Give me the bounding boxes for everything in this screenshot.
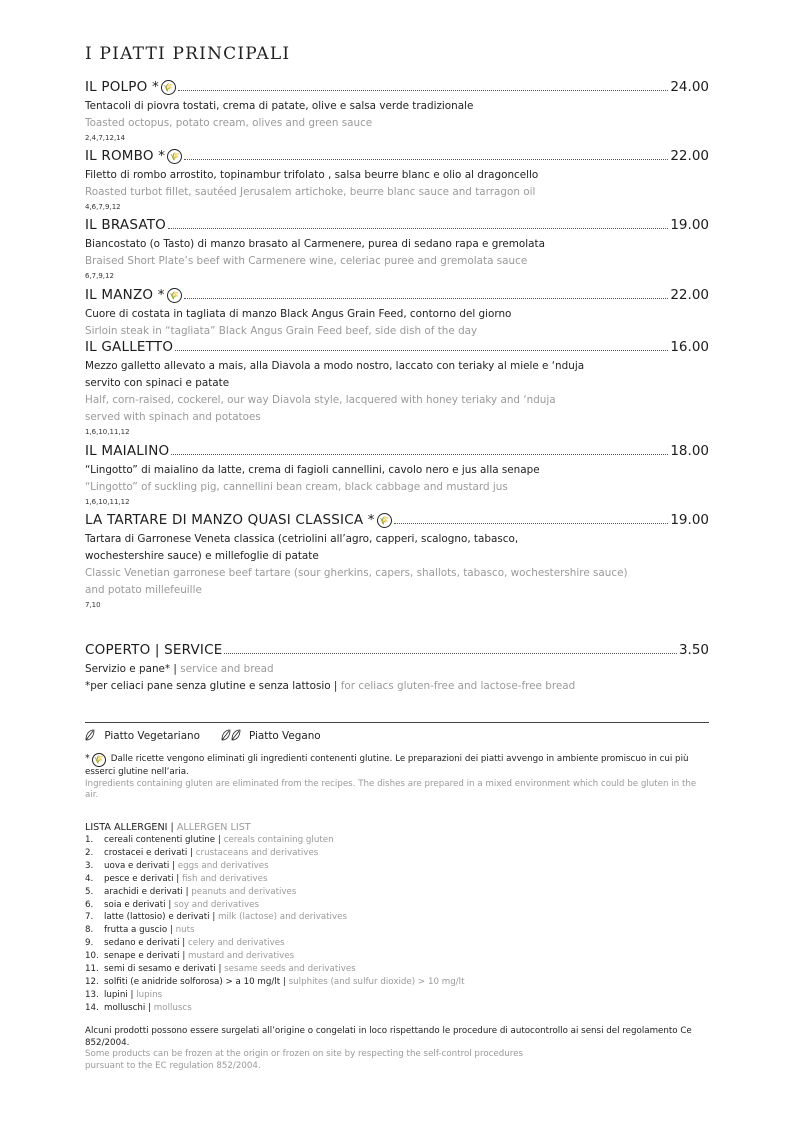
item-en: lupins [133,989,163,1000]
dish-price: 19.00 [670,217,709,233]
item-it: solfiti (e anidride solforosa) > a 10 mg/lt | [104,976,286,987]
dish-description-en-2: and potato millefeuille [85,584,202,596]
item-en: milk (lactose) and derivatives [215,912,347,923]
list-item [85,899,709,912]
dish-allergens: 1,6,10,11,12 [85,498,130,506]
gluten-free-icon: 🌾 [167,149,182,164]
legend-vegetarian: Piatto Vegetariano [104,730,201,742]
leader-dots [394,522,669,524]
coperto-line-1 [85,661,709,678]
item-it: lupini | [104,989,134,1000]
coperto-line-1-it: Servizio e pane* | [85,663,177,675]
dish-price: 22.00 [670,148,709,164]
item-number: 8. [85,925,94,936]
dish-price: 16.00 [670,339,709,355]
frozen-note-en-1: Some products can be frozen at the origin or frozen on site by respecting the self-control procedures [85,1049,524,1059]
dish-description-en: Classic Venetian garronese beef tartare (sour gherkins, capers, shallots, tabasco, wochestershire sauce) [85,567,628,579]
item-number: 10. [85,951,99,962]
item-en: peanuts and derivatives [188,886,297,897]
leaf-icon [85,729,95,741]
dish-description-en: Toasted octopus, potato cream, olives and green sauce [85,117,373,129]
dish-description-en: Braised Short Plate’s beef with Carmenere wine, celeriac puree and gremolata sauce [85,255,528,267]
list-item [85,847,709,860]
item-it: soia e derivati | [104,899,172,910]
leaf-icon [231,729,241,741]
dish-allergens: 6,7,9,12 [85,272,114,280]
allergen-list [85,821,709,1015]
list-item [85,950,709,963]
item-it: latte (lattosio) e derivati | [104,912,216,923]
item-en: soy and derivatives [171,899,260,910]
dish-brasato [85,215,709,281]
item-it: molluschi | [104,1002,152,1013]
item-number: 2. [85,847,94,858]
item-en: fish and derivatives [179,873,268,884]
item-en: crustaceans and derivatives [192,847,319,858]
dish-description-it: Tartara di Garronese Veneta classica (cetriolini all’agro, capperi, scalogno, tabasco, [85,533,519,545]
gluten-free-mark: * [85,753,90,764]
item-en: cereals containing gluten [220,835,334,845]
leader-dots [171,453,668,455]
allergen-list-title [85,821,709,834]
item-it: uova e derivati | [104,860,175,871]
coperto-line-1-en: service and bread [176,663,274,675]
item-it: semi di sesamo e derivati | [104,964,222,975]
dish-name: IL GALLETTO [85,339,174,355]
dish-description-en: Sirloin steak in “tagliata” Black Angus Grain Feed beef, side dish of the day [85,325,478,337]
legend-vegan: Piatto Vegano [248,730,321,742]
leader-dots [175,349,668,351]
item-en: sulphites (and sulfur dioxide) > 10 mg/lt [285,976,465,987]
item-it: frutta a guscio | [104,925,173,936]
gluten-free-icon: 🌾 [167,288,182,303]
dish-name: IL POLPO * [85,79,159,95]
item-en: eggs and derivatives [174,860,269,871]
list-item [85,937,709,950]
dish-description-it: Mezzo galletto allevato a mais, alla Diavola a modo nostro, laccato con teriaky al miele e ‘nduja [85,360,585,372]
dish-galletto [85,337,709,437]
dish-price: 22.00 [670,287,709,303]
coperto-service [85,640,709,695]
gluten-note [85,753,709,802]
item-en: nuts [172,925,195,936]
item-en: molluscs [151,1002,192,1013]
dish-name: IL MANZO * [85,287,165,303]
item-number: 3. [85,860,94,871]
list-item [85,886,709,899]
frozen-note-en-2: pursuant to the EC regulation 852/2004. [85,1060,261,1071]
item-number: 4. [85,873,94,884]
coperto-price: 3.50 [678,642,709,658]
allergen-title-en: ALLERGEN LIST [173,822,251,833]
dish-allergens: 1,6,10,11,12 [85,428,130,436]
dish-price: 19.00 [670,512,709,528]
dish-description-en: “Lingotto” of suckling pig, cannellini bean cream, black cabbage and mustard jus [85,481,508,493]
item-number: 5. [85,886,94,897]
section-title: I PIATTI PRINCIPALI [85,44,291,64]
item-number: 13. [85,989,99,1000]
dish-description-it: “Lingotto” di maialino da latte, crema di fagioli cannellini, cavolo nero e jus alla senape [85,464,540,476]
list-item [85,834,709,847]
dish-price: 18.00 [670,443,709,459]
item-en: mustard and derivatives [185,951,295,962]
coperto-line-2 [85,678,709,695]
item-it: cereali contenenti glutine | [104,835,221,845]
item-it: pesce e derivati | [104,873,180,884]
item-number: 1. [85,835,94,845]
gluten-free-icon: 🌾 [92,753,106,767]
dish-description-en: Roasted turbot fillet, sautéed Jerusalem artichoke, beurre blanc sauce and tarragon oil [85,186,536,198]
dish-allergens: 4,6,7,9,12 [85,203,121,211]
gluten-note-en: Ingredients containing gluten are eliminated from the recipes. The dishes are prepared in a mixed environment which could be gluten in the air. [85,778,697,800]
diet-legend [85,729,321,742]
double-leaf-icon [221,729,231,741]
dish-allergens: 7,10 [85,601,101,609]
dish-description-en-2: served with spinach and potatoes [85,411,261,423]
item-it: sedano e derivati | [104,938,186,949]
dish-tartare [85,510,709,610]
coperto-name: COPERTO | SERVICE [85,642,223,658]
dish-name: IL ROMBO * [85,148,166,164]
divider [85,722,709,723]
dish-name: IL MAIALINO [85,443,170,459]
dish-description-it: Tentacoli di piovra tostati, crema di patate, olive e salsa verde tradizionale [85,100,474,112]
item-it: senape e derivati | [104,951,186,962]
item-number: 12. [85,976,99,987]
dish-description-it-2: servito con spinaci e patate [85,377,230,389]
item-number: 7. [85,912,94,923]
coperto-line-2-en: for celiacs gluten-free and lactose-free bread [337,680,576,692]
dish-maialino [85,441,709,507]
allergen-title-it: LISTA ALLERGENI | [85,822,174,833]
list-item [85,976,709,989]
item-it: arachidi e derivati | [104,886,189,897]
item-number: 6. [85,899,94,910]
item-number: 9. [85,938,94,949]
coperto-line-2-it: *per celiaci pane senza glutine e senza lattosio | [85,680,338,692]
dish-rombo [85,146,709,212]
list-item [85,963,709,976]
list-item [85,924,709,937]
item-en: sesame seeds and derivatives [221,964,356,975]
leader-dots [224,652,676,654]
dish-description-en: Half, corn-raised, cockerel, our way Diavola style, lacquered with honey teriaky and ‘nduja [85,394,556,406]
item-number: 11. [85,964,99,975]
dish-description-it-2: wochestershire sauce) e millefoglie di patate [85,550,319,562]
list-item [85,1002,709,1015]
item-number: 14. [85,1002,99,1013]
frozen-note [85,1026,709,1072]
leader-dots [178,89,668,91]
list-item [85,911,709,924]
gluten-note-it-text: Dalle ricette vengono eliminati gli ingredienti contenenti glutine. Le preparazioni dei piatti avvengo in ambiente promiscuo in cui più esserci glutine nell’aria. [85,754,689,777]
dish-price: 24.00 [670,79,709,95]
leader-dots [184,158,668,160]
dish-description-it: Cuore di costata in tagliata di manzo Black Angus Grain Feed, contorno del giorno [85,308,512,320]
item-en: celery and derivatives [185,938,285,949]
leader-dots [184,297,669,299]
dish-name: IL BRASATO [85,217,167,233]
list-item [85,989,709,1002]
frozen-note-it: Alcuni prodotti possono essere surgelati all’origine o congelati in loco rispettando le procedure di autocontrollo ai sensi del regolamento Ce 852/2004. [85,1026,692,1048]
dish-name: LA TARTARE DI MANZO QUASI CLASSICA * [85,512,375,528]
dish-description-it: Biancostato (o Tasto) di manzo brasato al Carmenere, purea di sedano rapa e gremolata [85,238,545,250]
list-item [85,860,709,873]
gluten-note-it [85,753,709,779]
dish-polpo [85,77,709,143]
gluten-free-icon: 🌾 [377,513,392,528]
dish-manzo [85,285,709,340]
item-it: crostacei e derivati | [104,847,193,858]
leader-dots [168,227,668,229]
list-item [85,873,709,886]
dish-description-it: Filetto di rombo arrostito, topinambur trifolato , salsa beurre blanc e olio al dragoncello [85,169,539,181]
dish-allergens: 2,4,7,12,14 [85,134,126,142]
gluten-free-icon: 🌾 [161,80,176,95]
